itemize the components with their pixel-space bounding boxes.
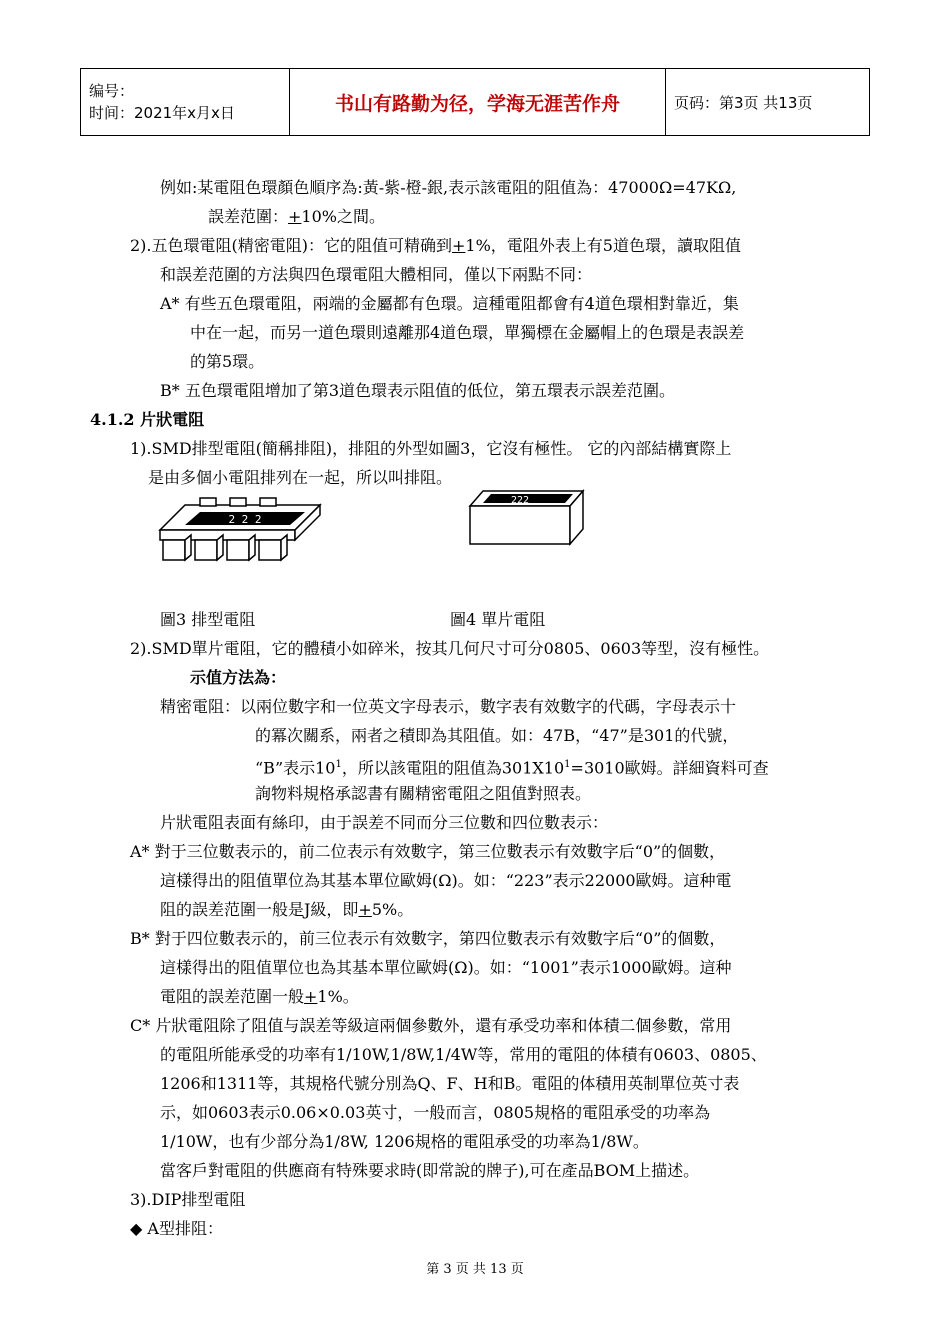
text-line: 阻的誤差范圍一般是J級，即+5%。 (160, 900, 414, 919)
text-line: 是由多個小電阻排列在一起，所以叫排阻。 (148, 468, 453, 487)
text-line: “B”表示$10^1$，所以該電阻的阻值為$301X10^1=3010$歐姆。詳細資料可查 (255, 758, 769, 778)
text-line: 片狀電阻表面有絲印，由于誤差不同而分三位數和四位數表示： (160, 813, 609, 832)
header-motto: 书山有路勤为径，学海无涯苦作舟 (290, 69, 666, 136)
bullet-line: ◆ A型排阻： (130, 1219, 223, 1238)
text-line: 示，如0603表示0.06×0.03英寸，一般而言，0805規格的電阻承受的功率為 (160, 1103, 711, 1122)
network-resistor-figure (155, 495, 325, 570)
text-line: C* 片狀電阻除了阻值与誤差等級這兩個參數外，還有承受功率和体積二個參數，常用 (130, 1016, 732, 1035)
text-line: 詢物料規格承認書有關精密電阻之阻值對照表。 (255, 784, 592, 803)
text-line: 的冪次關系，兩者之積即為其阻值。如：47B，“47”是301的代號， (255, 726, 739, 745)
text-line: 精密電阻：以兩位數字和一位英文字母表示，數字表有效數字的代碼，字母表示十 (160, 697, 737, 716)
text-line: B* 對于四位數表示的，前三位表示有效數字，第四位數表示有效數字后“0”的個數， (130, 929, 726, 948)
text-line: 2).五色環電阻(精密電阻)：它的阻值可精确到+1%，電阻外表上有5道色環，讀取阻值 (130, 236, 741, 255)
date-label: 时间：2021年x月x日 (89, 104, 235, 122)
text-line: A* 對于三位數表示的，前二位表示有效數字，第三位數表示有效數字后“0”的個數， (130, 842, 726, 861)
chip-resistor-figure (465, 488, 585, 548)
text-line: B* 五色環電阻增加了第3道色環表示阻值的低位，第五環表示誤差范圍。 (160, 381, 676, 400)
text-line: 誤差范圍：+10%之間。 (208, 207, 385, 226)
text-line: 1).SMD排型電阻(簡稱排阻)，排阻的外型如圖3，它沒有極性。 它的內部結構實際上 (130, 439, 732, 458)
text-line: 3).DIP排型電阻 (130, 1190, 246, 1209)
text-line: 例如:某電阻色環顏色順序為:黃-紫-橙-銀,表示該電阻的阻值為：47000Ω=47KΩ, (160, 178, 737, 197)
page-footer: 第 3 页 共 13 页 (426, 1262, 524, 1277)
header-page-info: 页码：第3页 共13页 (666, 69, 870, 136)
figure3-caption: 圖3 排型電阻 (160, 610, 256, 629)
text-line: 1206和1311等，其規格代號分別為Q、F、H和B。電阻的体積用英制單位英寸表 (160, 1074, 740, 1093)
text-line: 和誤差范圍的方法與四色環電阻大體相同，僅以下兩點不同： (160, 265, 593, 284)
text-line: 當客戶對電阻的供應商有特殊要求時(即常說的牌子),可在產品BOM上描述。 (160, 1161, 700, 1180)
text-line: 的第5環。 (190, 352, 265, 371)
subheading: 示值方法為： (190, 668, 287, 687)
chip-resistor-code: 222 (510, 495, 530, 506)
resistor-front-face (160, 530, 295, 540)
text-line: 這樣得出的阻值單位也為其基本單位歐姆(Ω)。如：“1001”表示1000歐姆。這种 (160, 958, 732, 977)
text-line: 這樣得出的阻值單位為其基本單位歐姆(Ω)。如：“223”表示22000歐姆。這种電 (160, 871, 732, 890)
figure4-caption: 圖4 單片電阻 (450, 610, 546, 629)
text-line: 1/10W，也有少部分為1/8W, 1206規格的電阻承受的功率為1/8W。 (160, 1132, 649, 1151)
text-line: 電阻的誤差范圍一般+1%。 (160, 987, 359, 1006)
text-line: 的電阻所能承受的功率有1/10W,1/8W,1/4W等，常用的電阻的体積有0603、0805、 (160, 1045, 767, 1064)
header-info-cell (81, 69, 290, 136)
number-label: 编号： (89, 82, 135, 100)
text-line: A* 有些五色環電阻，兩端的金屬都有色環。這種電阻都會有4道色環相對靠近，集 (160, 294, 739, 313)
section-heading: 4.1.2 片狀電阻 (90, 410, 205, 429)
network-resistor-code: 2 2 2 (228, 513, 262, 526)
chip-front-face (470, 506, 570, 544)
text-line: 2).SMD單片電阻，它的體積小如碎米，按其几何尺寸可分0805、0603等型，沒有極性。 (130, 639, 770, 658)
text-line: 中在一起，而另一道色環則遠離那4道色環，單獨標在金屬帽上的色環是表誤差 (190, 323, 745, 342)
header-table (80, 68, 870, 136)
